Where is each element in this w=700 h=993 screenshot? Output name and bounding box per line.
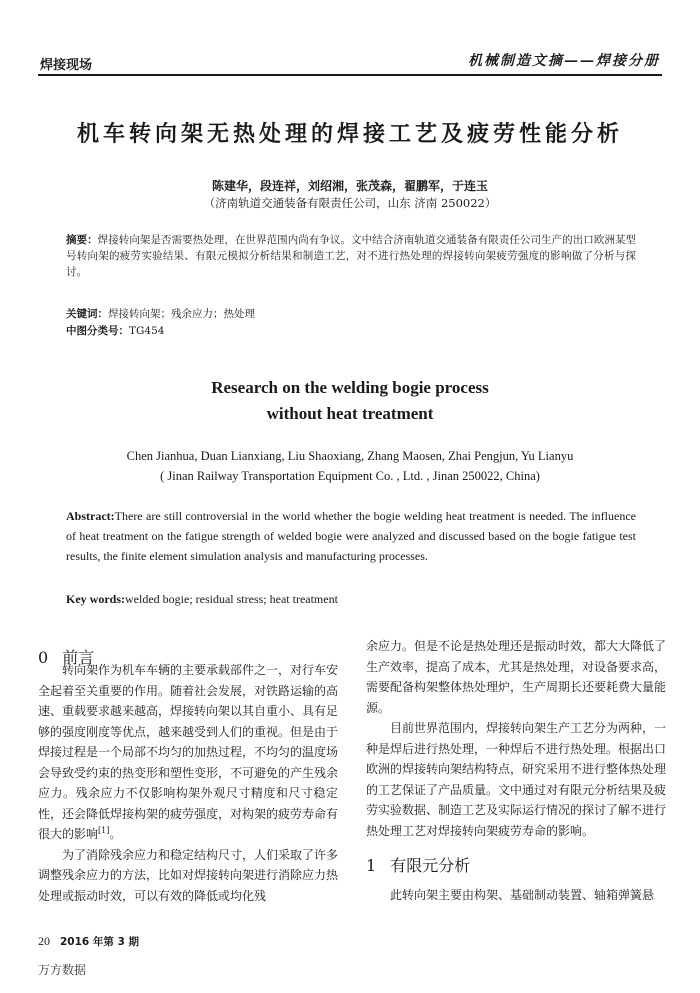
en-title (0, 375, 700, 427)
en-authors: Chen Jianhua, Duan Lianxiang, Liu Shaoxiang, Zhang Maosen, Zhai Pengjun, Yu Lianyu (126, 449, 574, 463)
page-number: 20 (38, 934, 50, 948)
section-0-number: 0 (38, 648, 49, 667)
paragraph-1-end: 。 (109, 827, 122, 841)
column-right (366, 636, 666, 841)
cn-clc (66, 323, 164, 339)
cn-abstract (66, 232, 636, 280)
cn-affiliation: （济南轨道交通装备有限责任公司，山东 济南 250022） (203, 196, 497, 210)
section-1-heading (366, 853, 470, 876)
section-1-title: 有限元分析 (390, 856, 471, 875)
column-left (38, 660, 338, 906)
paragraph-1 (38, 660, 338, 845)
citation-ref: [1] (98, 826, 110, 835)
cn-keywords (66, 306, 255, 322)
cn-clc-text: TG454 (129, 325, 165, 337)
header-rule (38, 74, 662, 76)
en-keywords (66, 592, 338, 607)
watermark: 万方数据 (38, 963, 87, 977)
issue-label: 2016 年第 3 期 (60, 936, 139, 948)
paragraph-3: 目前世界范围内，焊接转向架生产工艺分为两种，一种是焊后进行热处理，一种焊后不进行热处理。根据出口欧洲的焊接转向架结构特点，研究采用不进行整体热处理的工艺保证了产品质量。文中通过对有限元分析结果及疲劳实验数据、制造工艺及实际运行情况的探讨了解不进行热处理工艺对焊接转向架疲劳寿命的影响。 (366, 721, 667, 838)
en-abstract-text: There are still controversial in the world whether the bogie welding heat treatment is needed. The influence of heat treatment on the fatigue strength of welded bogie were analyzed and discussed based on the bogie fatigue test results, the finite element simulation analysis and manufacturing processes. (66, 509, 636, 563)
cn-abstract-text: 焊接转向架是否需要热处理，在世界范围内尚有争议。文中结合济南轨道交通装备有限责任公司生产的出口欧洲某型号转向架的疲劳实验结果、有限元模拟分析结果和制造工艺，对不进行热处理的焊接转向架疲劳强度的影响做了分析与探讨。 (66, 234, 636, 278)
en-abstract (66, 506, 636, 566)
paragraph-2: 为了消除残余应力和稳定结构尺寸，人们采取了许多调整残余应力的方法，比如对焊接转向架进行消除应力热处理或振动时效，可以有效的降低或均化残 (38, 847, 339, 903)
page-footer (38, 934, 139, 949)
header-section-label: 焊接现场 (40, 58, 93, 73)
paragraph-1-text: 转向架作为机车车辆的主要承载部件之一，对行车安全起着至关重要的作用。随着社会发展，对铁路运输的高速、重载要求越来越高，焊接转向架以其自重小、具有足够的强度刚度等优点，越来越受到人们的重视。但是由于焊接过程是一个局部不均匀的加热过程，不均匀的温度场会导致受约束的热变形和塑性变形，不可避免的产生残余应力。残余应力不仅影响构架外观尺寸精度和尺寸稳定性，还会降低焊接构架的疲劳强度，对构架的疲劳寿命有很大的影响 (38, 663, 339, 841)
cn-authors: 陈建华，段连祥，刘绍湘，张茂森，翟鹏军，于连玉 (211, 179, 488, 193)
journal-name: 机械制造文摘——焊接分册 (468, 53, 660, 69)
en-keywords-text: welded bogie; residual stress; heat treatment (125, 592, 338, 606)
cn-keywords-text: 焊接转向架；残余应力；热处理 (108, 308, 255, 320)
section-1-number: 1 (366, 856, 377, 875)
column-right-bottom (366, 885, 666, 906)
cn-abstract-label: 摘要： (66, 234, 98, 246)
en-title-line2: without heat treatment (266, 404, 434, 423)
cn-keywords-label: 关键词： (66, 308, 108, 320)
cn-clc-label: 中图分类号： (66, 325, 129, 337)
en-title-line1: Research on the welding bogie process (211, 378, 489, 397)
en-abstract-label: Abstract: (66, 509, 115, 523)
paragraph-4: 此转向架主要由构架、基础制动装置、轴箱弹簧悬 (390, 888, 655, 902)
paragraph-2-continued: 余应力。但是不论是热处理还是振动时效，都大大降低了生产效率，提高了成本，尤其是热处理，对设备要求高，需要配备构架整体热处理炉，生产周期长还要耗费大量能源。 (366, 639, 667, 715)
en-keywords-label: Key words: (66, 592, 125, 606)
section-0-title: 前言 (62, 648, 95, 667)
en-affiliation: ( Jinan Railway Transportation Equipment Co. , Ltd. , Jinan 250022, China) (160, 469, 540, 483)
cn-title: 机车转向架无热处理的焊接工艺及疲劳性能分析 (76, 122, 623, 147)
